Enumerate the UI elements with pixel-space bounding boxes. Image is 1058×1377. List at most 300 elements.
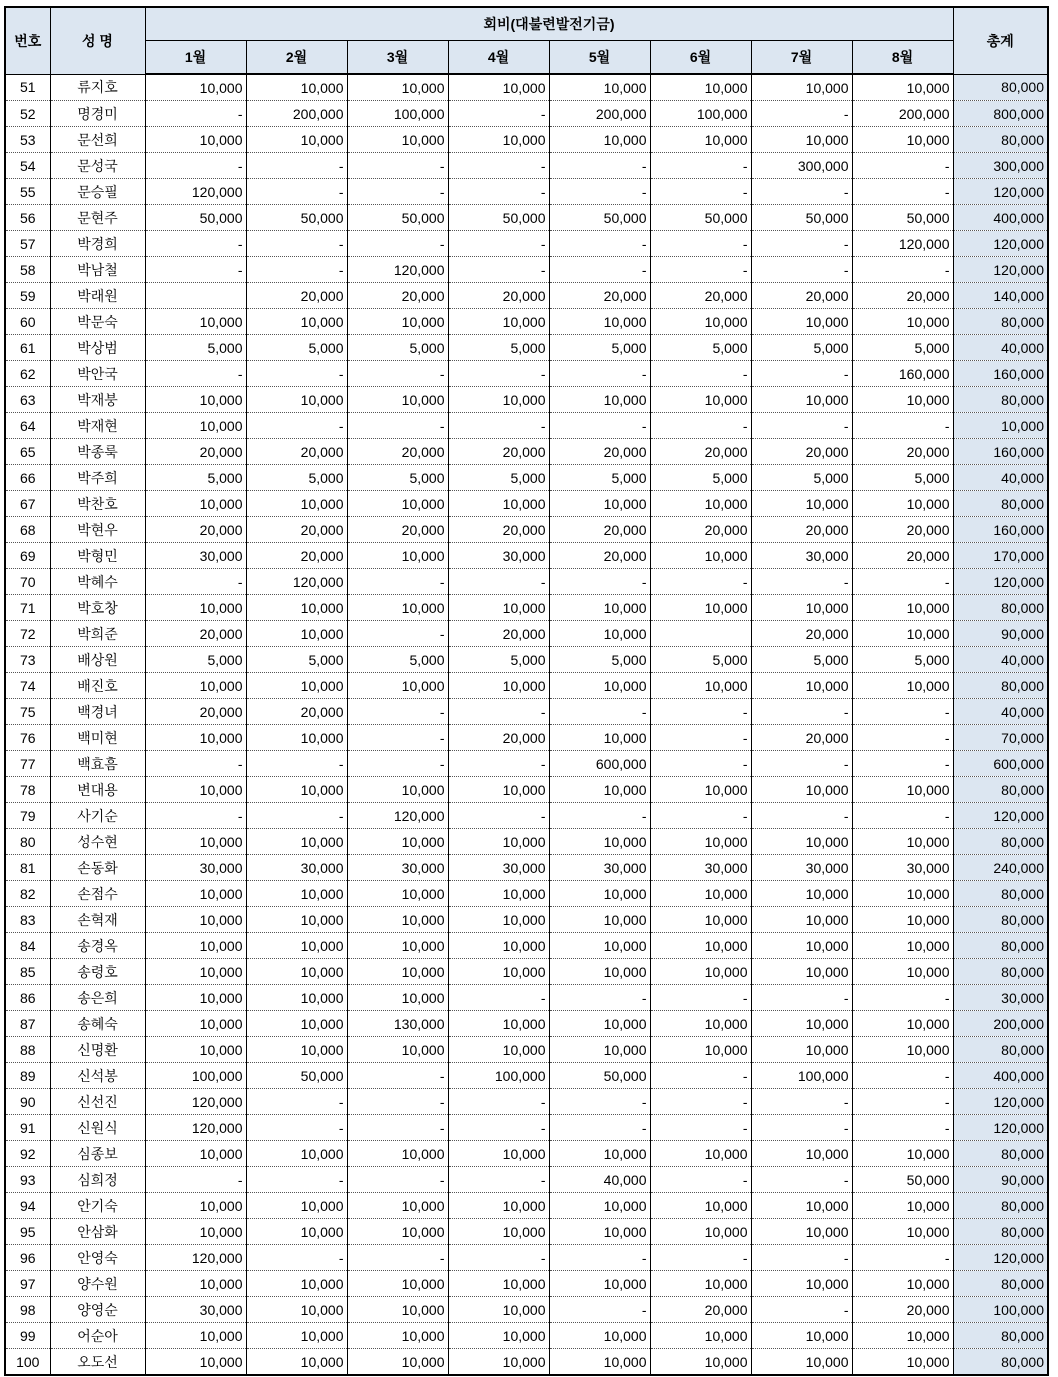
month-6-amount: - (650, 1167, 751, 1193)
member-name: 안기숙 (50, 1193, 145, 1219)
month-1-amount: 10,000 (145, 1219, 246, 1245)
row-total: 40,000 (953, 699, 1048, 725)
member-name: 배진호 (50, 673, 145, 699)
month-6-amount: 10,000 (650, 1141, 751, 1167)
month-2-amount: 10,000 (246, 1349, 347, 1376)
row-total: 80,000 (953, 1271, 1048, 1297)
row-number: 54 (5, 153, 50, 179)
header-month-5: 5월 (549, 41, 650, 75)
month-8-amount: 30,000 (852, 855, 953, 881)
table-row (5, 283, 1048, 309)
member-name: 류지호 (50, 74, 145, 101)
month-2-amount: 10,000 (246, 621, 347, 647)
month-8-amount: - (852, 569, 953, 595)
row-number: 69 (5, 543, 50, 569)
month-3-amount: 10,000 (347, 881, 448, 907)
month-4-amount: 5,000 (448, 335, 549, 361)
month-7-amount: 10,000 (751, 959, 852, 985)
row-number: 87 (5, 1011, 50, 1037)
member-name: 박재현 (50, 413, 145, 439)
month-4-amount: 10,000 (448, 491, 549, 517)
month-7-amount: 10,000 (751, 777, 852, 803)
month-8-amount: - (852, 179, 953, 205)
month-7-amount: 10,000 (751, 881, 852, 907)
month-3-amount: - (347, 153, 448, 179)
row-number: 70 (5, 569, 50, 595)
month-8-amount: 10,000 (852, 933, 953, 959)
row-number: 81 (5, 855, 50, 881)
month-6-amount: 5,000 (650, 335, 751, 361)
month-3-amount: - (347, 1115, 448, 1141)
month-3-amount: 10,000 (347, 1271, 448, 1297)
member-name: 양영순 (50, 1297, 145, 1323)
row-number: 53 (5, 127, 50, 153)
month-1-amount: 20,000 (145, 439, 246, 465)
member-name: 박남철 (50, 257, 145, 283)
month-8-amount: 10,000 (852, 74, 953, 101)
member-name: 안영숙 (50, 1245, 145, 1271)
month-7-amount: 30,000 (751, 855, 852, 881)
month-2-amount: 10,000 (246, 491, 347, 517)
member-name: 송경옥 (50, 933, 145, 959)
month-7-amount: 20,000 (751, 517, 852, 543)
row-number: 65 (5, 439, 50, 465)
month-6-amount: 10,000 (650, 74, 751, 101)
month-2-amount: 20,000 (246, 517, 347, 543)
month-2-amount: 10,000 (246, 933, 347, 959)
month-4-amount: 10,000 (448, 907, 549, 933)
month-1-amount: - (145, 569, 246, 595)
month-4-amount: - (448, 1115, 549, 1141)
month-6-amount: 10,000 (650, 127, 751, 153)
month-8-amount: 10,000 (852, 1323, 953, 1349)
month-4-amount: - (448, 179, 549, 205)
month-2-amount: 10,000 (246, 74, 347, 101)
month-7-amount: - (751, 1167, 852, 1193)
month-8-amount: - (852, 751, 953, 777)
row-number: 85 (5, 959, 50, 985)
month-1-amount: 10,000 (145, 959, 246, 985)
table-row (5, 595, 1048, 621)
month-6-amount: 10,000 (650, 777, 751, 803)
month-3-amount: 10,000 (347, 777, 448, 803)
month-2-amount: 20,000 (246, 439, 347, 465)
month-7-amount: 50,000 (751, 205, 852, 231)
month-5-amount: - (549, 179, 650, 205)
month-3-amount: - (347, 699, 448, 725)
month-4-amount: 10,000 (448, 881, 549, 907)
month-3-amount: 20,000 (347, 517, 448, 543)
month-8-amount: - (852, 1115, 953, 1141)
table-row (5, 257, 1048, 283)
month-8-amount: 10,000 (852, 1219, 953, 1245)
month-8-amount: 10,000 (852, 777, 953, 803)
month-2-amount: - (246, 751, 347, 777)
row-total: 80,000 (953, 127, 1048, 153)
dues-table (4, 6, 1049, 1376)
month-2-amount: - (246, 413, 347, 439)
month-2-amount: 30,000 (246, 855, 347, 881)
month-7-amount: - (751, 1089, 852, 1115)
row-total: 80,000 (953, 491, 1048, 517)
table-row (5, 335, 1048, 361)
month-5-amount: 50,000 (549, 205, 650, 231)
month-5-amount: 20,000 (549, 517, 650, 543)
month-1-amount: 10,000 (145, 933, 246, 959)
month-8-amount: 10,000 (852, 907, 953, 933)
table-row (5, 985, 1048, 1011)
month-8-amount: 50,000 (852, 1167, 953, 1193)
table-row (5, 881, 1048, 907)
month-5-amount: 600,000 (549, 751, 650, 777)
row-total: 80,000 (953, 595, 1048, 621)
month-1-amount: 30,000 (145, 855, 246, 881)
month-5-amount: 20,000 (549, 543, 650, 569)
month-8-amount: 5,000 (852, 647, 953, 673)
row-total: 600,000 (953, 751, 1048, 777)
month-1-amount: 10,000 (145, 1141, 246, 1167)
row-number: 94 (5, 1193, 50, 1219)
month-6-amount: - (650, 257, 751, 283)
month-1-amount: 10,000 (145, 413, 246, 439)
month-4-amount: - (448, 803, 549, 829)
member-name: 배상원 (50, 647, 145, 673)
month-5-amount: 10,000 (549, 1141, 650, 1167)
month-3-amount: 10,000 (347, 907, 448, 933)
row-number: 80 (5, 829, 50, 855)
month-7-amount: - (751, 751, 852, 777)
row-number: 77 (5, 751, 50, 777)
month-2-amount: 10,000 (246, 595, 347, 621)
month-3-amount: - (347, 621, 448, 647)
header-month-4: 4월 (448, 41, 549, 75)
month-1-amount: - (145, 751, 246, 777)
month-2-amount: 10,000 (246, 1219, 347, 1245)
header-month-2: 2월 (246, 41, 347, 75)
month-4-amount: 100,000 (448, 1063, 549, 1089)
row-total: 300,000 (953, 153, 1048, 179)
row-total: 400,000 (953, 205, 1048, 231)
month-2-amount: 10,000 (246, 881, 347, 907)
month-2-amount: 10,000 (246, 959, 347, 985)
month-2-amount: 10,000 (246, 1323, 347, 1349)
month-3-amount: 120,000 (347, 803, 448, 829)
member-name: 신석봉 (50, 1063, 145, 1089)
month-3-amount: 120,000 (347, 257, 448, 283)
row-number: 96 (5, 1245, 50, 1271)
header-group-dues: 회비(대불련발전기금) (145, 7, 953, 41)
member-name: 박현우 (50, 517, 145, 543)
month-7-amount: - (751, 1297, 852, 1323)
month-6-amount: 10,000 (650, 387, 751, 413)
member-name: 박문숙 (50, 309, 145, 335)
table-row (5, 1089, 1048, 1115)
month-5-amount: 10,000 (549, 725, 650, 751)
month-4-amount: 10,000 (448, 74, 549, 101)
month-6-amount: 10,000 (650, 881, 751, 907)
month-4-amount: 30,000 (448, 855, 549, 881)
month-3-amount: 10,000 (347, 595, 448, 621)
month-4-amount: 10,000 (448, 777, 549, 803)
member-name: 신선진 (50, 1089, 145, 1115)
month-8-amount: 200,000 (852, 101, 953, 127)
month-5-amount: 10,000 (549, 959, 650, 985)
month-4-amount: 10,000 (448, 595, 549, 621)
row-number: 88 (5, 1037, 50, 1063)
month-8-amount: 10,000 (852, 387, 953, 413)
row-number: 63 (5, 387, 50, 413)
table-row (5, 387, 1048, 413)
month-8-amount: 20,000 (852, 283, 953, 309)
member-name: 오도선 (50, 1349, 145, 1376)
month-2-amount: 10,000 (246, 673, 347, 699)
table-row (5, 439, 1048, 465)
month-4-amount: - (448, 101, 549, 127)
row-number: 60 (5, 309, 50, 335)
row-total: 120,000 (953, 1245, 1048, 1271)
header-number: 번호 (5, 7, 50, 74)
month-6-amount: - (650, 179, 751, 205)
row-total: 80,000 (953, 673, 1048, 699)
month-8-amount: 20,000 (852, 1297, 953, 1323)
month-5-amount: 10,000 (549, 1037, 650, 1063)
row-total: 240,000 (953, 855, 1048, 881)
month-4-amount: 10,000 (448, 1193, 549, 1219)
row-number: 99 (5, 1323, 50, 1349)
month-7-amount: 20,000 (751, 283, 852, 309)
month-6-amount: 20,000 (650, 517, 751, 543)
table-row (5, 517, 1048, 543)
row-total: 800,000 (953, 101, 1048, 127)
month-8-amount: 10,000 (852, 881, 953, 907)
table-row (5, 855, 1048, 881)
member-name: 박형민 (50, 543, 145, 569)
member-name: 어순아 (50, 1323, 145, 1349)
row-total: 80,000 (953, 933, 1048, 959)
month-3-amount: 10,000 (347, 985, 448, 1011)
month-6-amount: 10,000 (650, 829, 751, 855)
month-4-amount: - (448, 413, 549, 439)
member-name: 신명환 (50, 1037, 145, 1063)
month-5-amount: 10,000 (549, 1349, 650, 1376)
month-6-amount: - (650, 985, 751, 1011)
row-number: 72 (5, 621, 50, 647)
month-7-amount: 10,000 (751, 127, 852, 153)
month-1-amount: 5,000 (145, 647, 246, 673)
month-3-amount: 10,000 (347, 543, 448, 569)
member-name: 박경희 (50, 231, 145, 257)
month-4-amount: 10,000 (448, 673, 549, 699)
month-7-amount: 100,000 (751, 1063, 852, 1089)
month-5-amount: 5,000 (549, 335, 650, 361)
month-3-amount: - (347, 1063, 448, 1089)
table-row (5, 179, 1048, 205)
month-7-amount: 5,000 (751, 465, 852, 491)
month-1-amount: 10,000 (145, 1037, 246, 1063)
month-5-amount: 10,000 (549, 387, 650, 413)
row-total: 400,000 (953, 1063, 1048, 1089)
row-total: 120,000 (953, 803, 1048, 829)
month-8-amount: 10,000 (852, 1037, 953, 1063)
month-8-amount: 10,000 (852, 621, 953, 647)
month-7-amount: - (751, 101, 852, 127)
month-6-amount: - (650, 231, 751, 257)
month-2-amount: 10,000 (246, 829, 347, 855)
header-month-3: 3월 (347, 41, 448, 75)
month-2-amount: 10,000 (246, 907, 347, 933)
month-1-amount: 10,000 (145, 881, 246, 907)
month-5-amount: 10,000 (549, 1271, 650, 1297)
month-7-amount: 10,000 (751, 1349, 852, 1376)
month-3-amount: 10,000 (347, 673, 448, 699)
row-number: 61 (5, 335, 50, 361)
table-row (5, 673, 1048, 699)
month-3-amount: 10,000 (347, 387, 448, 413)
row-number: 73 (5, 647, 50, 673)
month-8-amount: 10,000 (852, 1349, 953, 1376)
table-row (5, 829, 1048, 855)
header-month-6: 6월 (650, 41, 751, 75)
month-3-amount: 10,000 (347, 309, 448, 335)
month-7-amount: 5,000 (751, 335, 852, 361)
row-total: 80,000 (953, 881, 1048, 907)
month-5-amount: - (549, 985, 650, 1011)
month-1-amount: 10,000 (145, 673, 246, 699)
row-total: 80,000 (953, 387, 1048, 413)
month-5-amount: 10,000 (549, 1193, 650, 1219)
month-7-amount: 10,000 (751, 387, 852, 413)
row-total: 200,000 (953, 1011, 1048, 1037)
month-5-amount: 20,000 (549, 283, 650, 309)
table-row (5, 1011, 1048, 1037)
month-1-amount: 10,000 (145, 829, 246, 855)
month-3-amount: - (347, 751, 448, 777)
month-2-amount: - (246, 257, 347, 283)
month-8-amount: 160,000 (852, 361, 953, 387)
month-6-amount: 20,000 (650, 439, 751, 465)
month-8-amount: 20,000 (852, 439, 953, 465)
table-row (5, 465, 1048, 491)
month-6-amount: 5,000 (650, 647, 751, 673)
row-number: 67 (5, 491, 50, 517)
row-number: 68 (5, 517, 50, 543)
member-name: 박안국 (50, 361, 145, 387)
month-6-amount: 10,000 (650, 543, 751, 569)
month-1-amount: - (145, 257, 246, 283)
header-month-8: 8월 (852, 41, 953, 75)
month-2-amount: 10,000 (246, 387, 347, 413)
month-4-amount: 10,000 (448, 933, 549, 959)
member-name: 문현주 (50, 205, 145, 231)
table-row (5, 1141, 1048, 1167)
row-total: 90,000 (953, 1167, 1048, 1193)
month-6-amount: - (650, 725, 751, 751)
month-4-amount: - (448, 231, 549, 257)
month-1-amount: 120,000 (145, 1089, 246, 1115)
month-1-amount: 100,000 (145, 1063, 246, 1089)
row-total: 80,000 (953, 829, 1048, 855)
month-2-amount: 10,000 (246, 725, 347, 751)
member-name: 박상범 (50, 335, 145, 361)
month-8-amount: 10,000 (852, 309, 953, 335)
month-8-amount: 5,000 (852, 335, 953, 361)
month-4-amount: 10,000 (448, 1219, 549, 1245)
month-5-amount: 10,000 (549, 907, 650, 933)
month-1-amount: 10,000 (145, 491, 246, 517)
month-1-amount: 10,000 (145, 1011, 246, 1037)
row-total: 100,000 (953, 1297, 1048, 1323)
month-4-amount: 10,000 (448, 1323, 549, 1349)
month-2-amount: 5,000 (246, 335, 347, 361)
month-1-amount: 120,000 (145, 1115, 246, 1141)
month-3-amount: 10,000 (347, 1323, 448, 1349)
month-2-amount: - (246, 153, 347, 179)
month-5-amount: 10,000 (549, 777, 650, 803)
month-2-amount: 10,000 (246, 1141, 347, 1167)
month-4-amount: 20,000 (448, 725, 549, 751)
month-1-amount: 20,000 (145, 517, 246, 543)
row-number: 66 (5, 465, 50, 491)
month-8-amount: - (852, 413, 953, 439)
month-5-amount: 10,000 (549, 933, 650, 959)
month-1-amount: 10,000 (145, 725, 246, 751)
table-row (5, 413, 1048, 439)
row-total: 80,000 (953, 1323, 1048, 1349)
month-3-amount: 10,000 (347, 127, 448, 153)
table-row (5, 1219, 1048, 1245)
month-8-amount: 120,000 (852, 231, 953, 257)
month-7-amount: 10,000 (751, 829, 852, 855)
row-total: 70,000 (953, 725, 1048, 751)
table-row (5, 1037, 1048, 1063)
month-5-amount: 10,000 (549, 595, 650, 621)
month-7-amount: 10,000 (751, 1271, 852, 1297)
month-3-amount: 10,000 (347, 74, 448, 101)
row-number: 89 (5, 1063, 50, 1089)
month-6-amount: 100,000 (650, 101, 751, 127)
row-total: 170,000 (953, 543, 1048, 569)
table-row (5, 751, 1048, 777)
month-3-amount: 20,000 (347, 283, 448, 309)
month-4-amount: - (448, 699, 549, 725)
row-number: 75 (5, 699, 50, 725)
month-4-amount: 10,000 (448, 1271, 549, 1297)
row-total: 120,000 (953, 569, 1048, 595)
month-5-amount: - (549, 1115, 650, 1141)
month-6-amount: 20,000 (650, 1297, 751, 1323)
row-number: 74 (5, 673, 50, 699)
header-month-7: 7월 (751, 41, 852, 75)
month-1-amount: 10,000 (145, 777, 246, 803)
member-name: 박찬호 (50, 491, 145, 517)
row-total: 40,000 (953, 465, 1048, 491)
month-5-amount: 10,000 (549, 1011, 650, 1037)
month-8-amount: 10,000 (852, 1011, 953, 1037)
month-3-amount: 10,000 (347, 933, 448, 959)
month-5-amount: - (549, 231, 650, 257)
month-7-amount: 10,000 (751, 1193, 852, 1219)
member-name: 박주희 (50, 465, 145, 491)
row-number: 90 (5, 1089, 50, 1115)
table-row (5, 491, 1048, 517)
month-8-amount: 10,000 (852, 673, 953, 699)
month-1-amount: 10,000 (145, 309, 246, 335)
month-2-amount: 20,000 (246, 699, 347, 725)
month-8-amount: 10,000 (852, 1193, 953, 1219)
row-total: 120,000 (953, 1089, 1048, 1115)
member-name: 심종보 (50, 1141, 145, 1167)
row-total: 80,000 (953, 1037, 1048, 1063)
